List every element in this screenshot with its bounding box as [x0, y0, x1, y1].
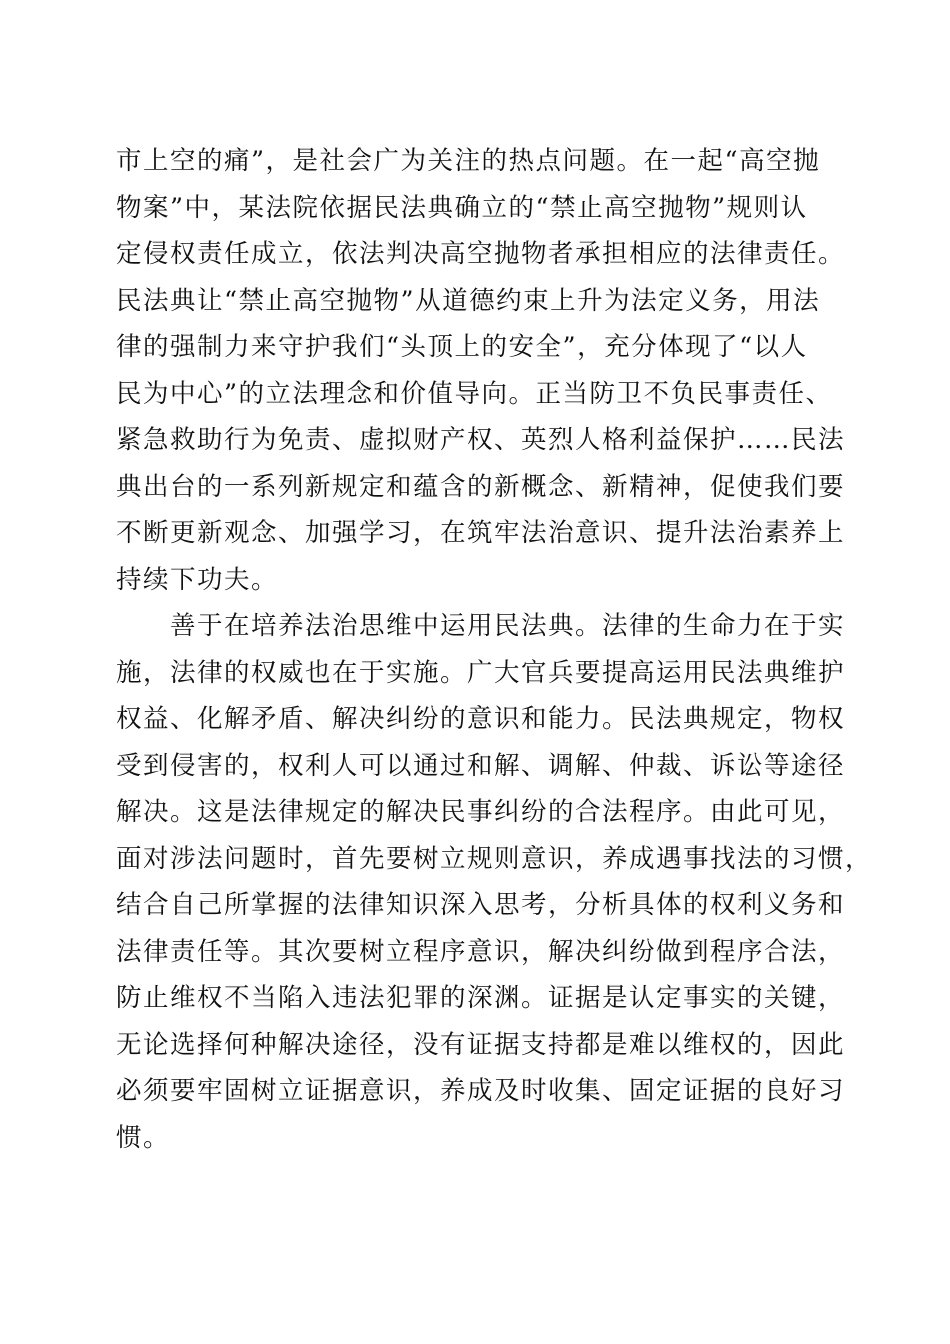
text-line: 受到侵害的，权利人可以通过和解、调解、仲裁、诉讼等途径	[116, 750, 846, 781]
text-line: 持续下功夫。	[116, 564, 279, 595]
text-line: 善于在培养法治思维中运用民法典。法律的生命力在于实	[116, 611, 846, 641]
text-line: 结合自己所掌握的法律知识深入思考，分析具体的权利义务和	[116, 890, 846, 920]
text-line: 面对涉法问题时，首先要树立规则意识，养成遇事找法的习惯，	[116, 843, 873, 874]
text-line: 解决。这是法律规定的解决民事纠纷的合法程序。由此可见，	[116, 797, 846, 827]
body-text	[116, 138, 873, 1161]
text-line: 定侵权责任成立，依法判决高空抛物者承担相应的法律责任。	[116, 239, 846, 269]
text-line: 防止维权不当陷入违法犯罪的深渊。证据是认定事实的关键，	[116, 983, 846, 1013]
text-line: 市上空的痛”，是社会广为关注的热点问题。在一起“高空抛	[116, 146, 821, 176]
text-line: 律的强制力来守护我们“头顶上的安全”，充分体现了“以人	[116, 332, 808, 362]
text-line: 典出台的一系列新规定和蕴含的新概念、新精神，促使我们要	[116, 471, 846, 502]
text-line: 民为中心”的立法理念和价值导向。正当防卫不负民事责任、	[116, 378, 833, 409]
text-line: 紧急救助行为免责、虚拟财产权、英烈人格利益保护……民法	[116, 425, 846, 455]
text-line: 物案”中，某法院依据民法典确立的“禁止高空抛物”规则认	[116, 192, 808, 223]
text-line: 必须要牢固树立证据意识，养成及时收集、固定证据的良好习	[116, 1076, 846, 1106]
text-line: 施，法律的权威也在于实施。广大官兵要提高运用民法典维护	[116, 657, 846, 688]
text-line: 惯。	[116, 1122, 171, 1153]
text-line: 无论选择何种解决途径，没有证据支持都是难以维权的，因此	[116, 1029, 846, 1060]
text-line: 不断更新观念、加强学习，在筑牢法治意识、提升法治素养上	[116, 518, 846, 548]
text-line: 法律责任等。其次要树立程序意识，解决纠纷做到程序合法，	[116, 936, 846, 967]
text-line: 权益、化解矛盾、解决纠纷的意识和能力。民法典规定，物权	[116, 704, 846, 734]
text-line: 民法典让“禁止高空抛物”从道德约束上升为法定义务，用法	[116, 285, 821, 316]
